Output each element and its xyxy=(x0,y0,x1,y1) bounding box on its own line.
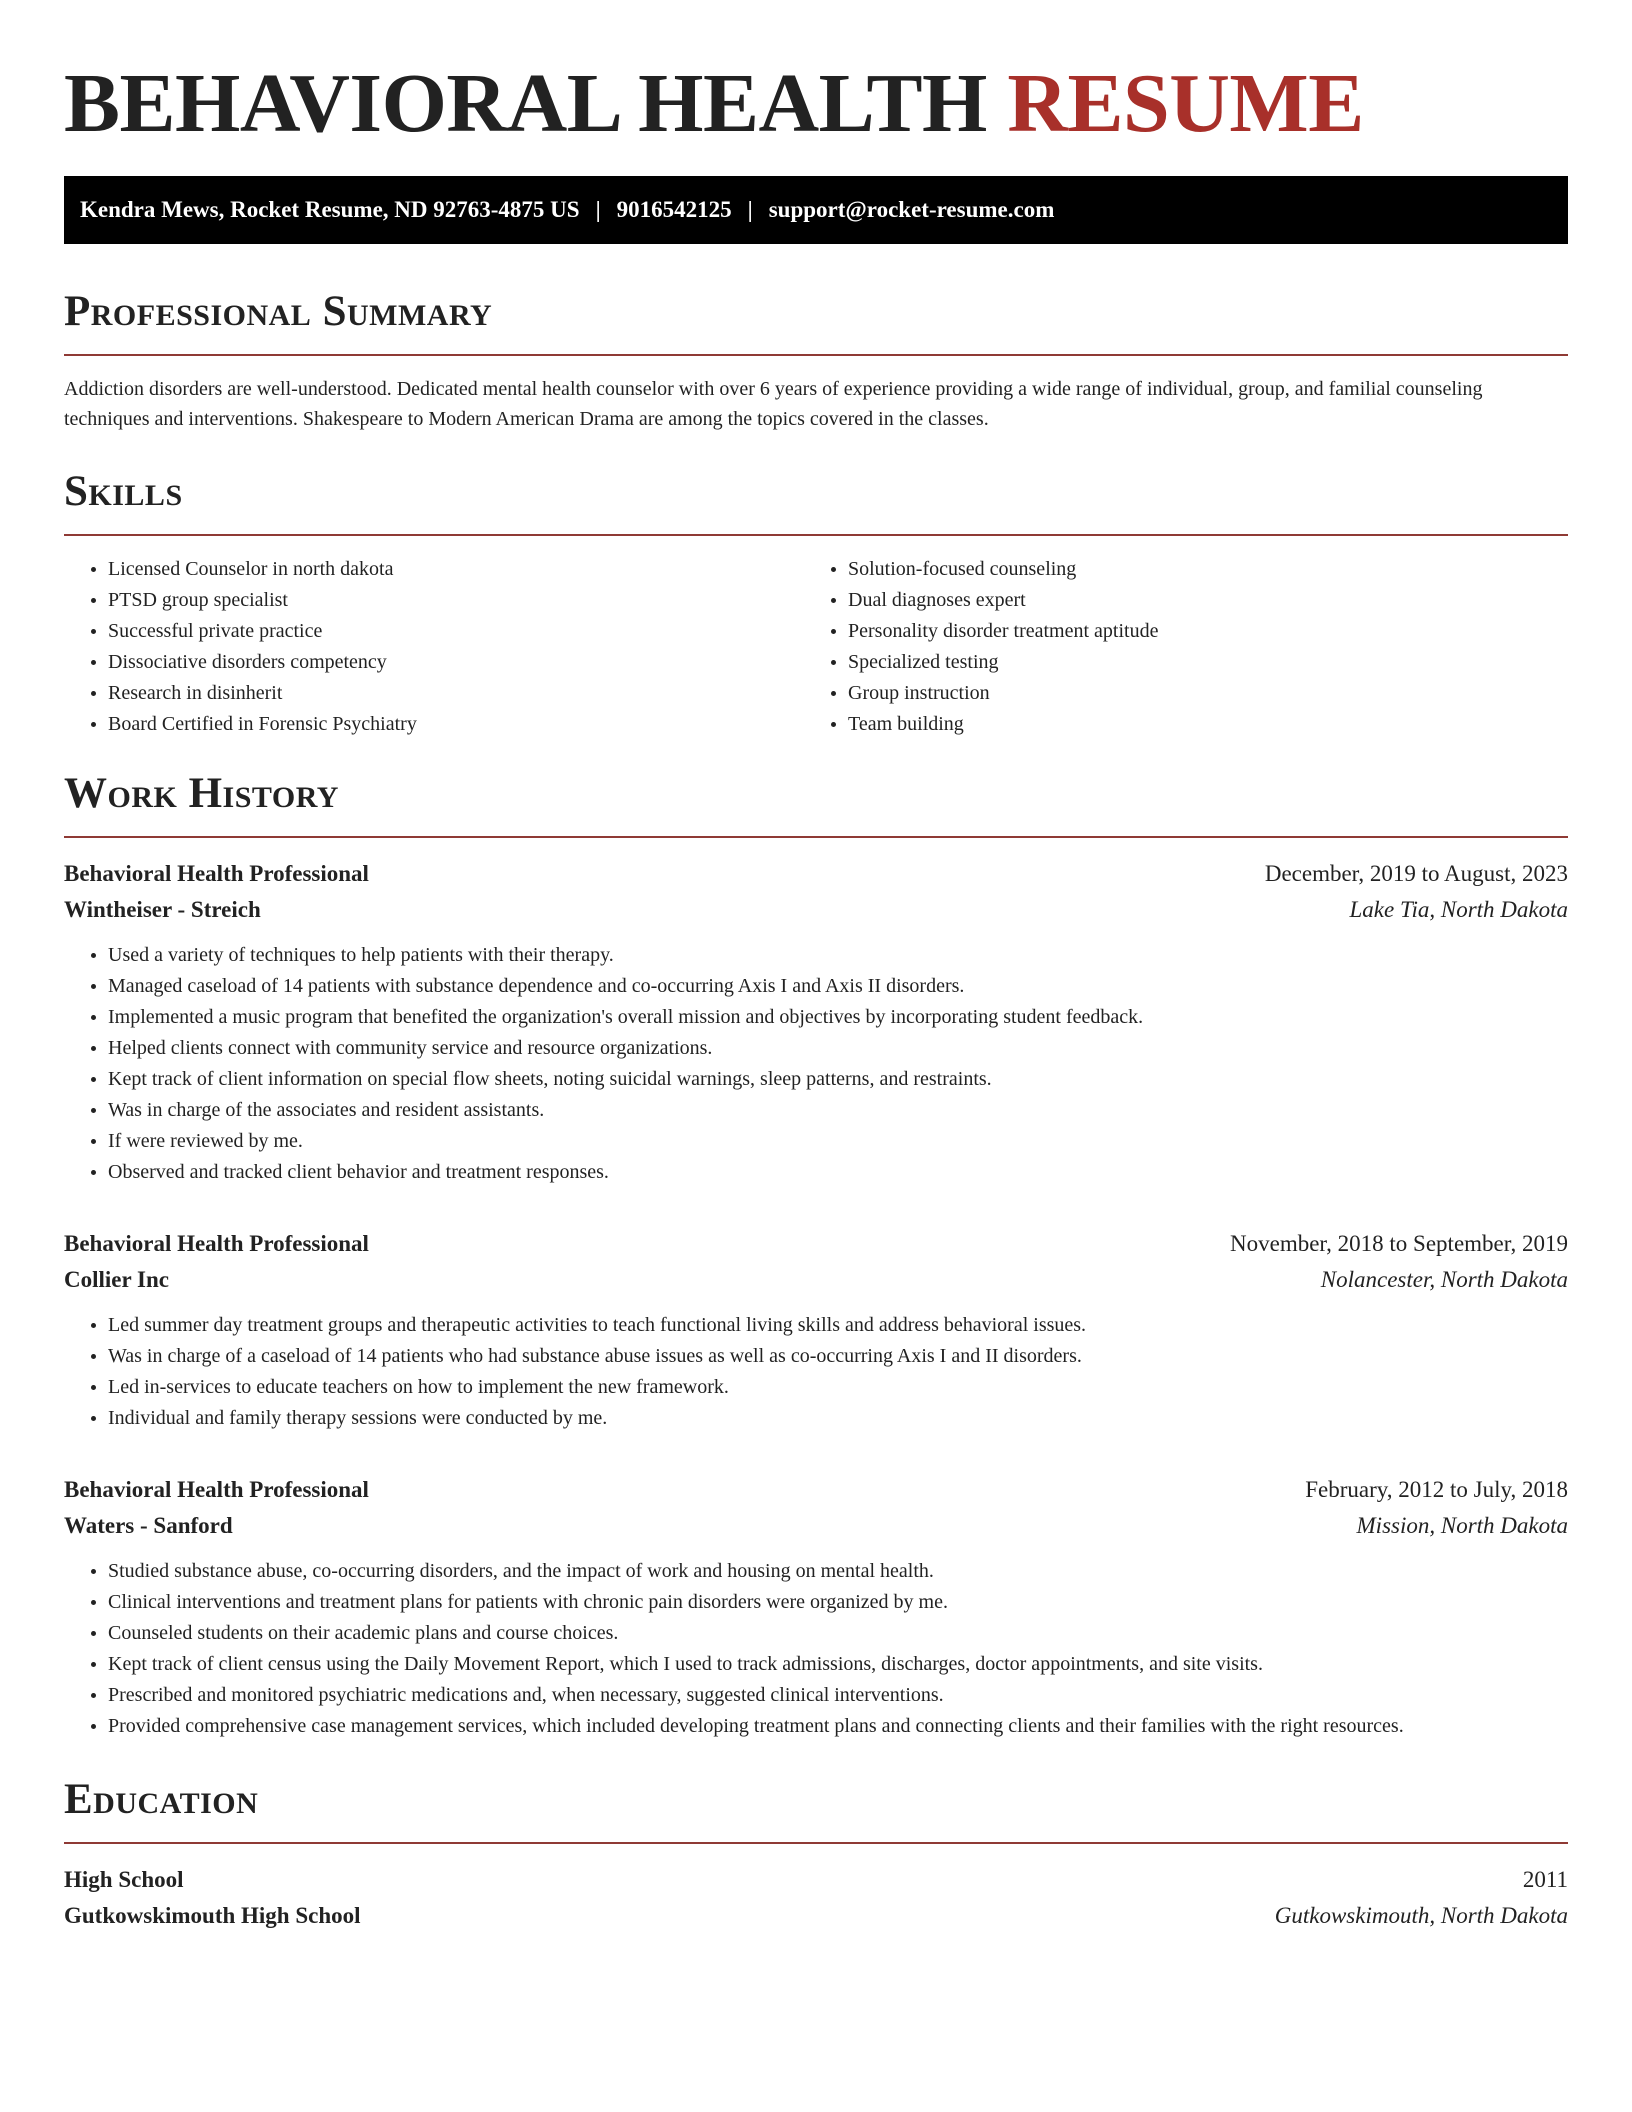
education-school: Gutkowskimouth High School xyxy=(64,1903,361,1928)
skill-item: • Group instruction xyxy=(848,678,1544,709)
job-title-row xyxy=(64,1226,1568,1262)
summary-text: Addiction disorders are well-understood. Dedicated mental health counselor with over 6 years of experience providing a wide range of individual, group, and familial counseling techniques and interventions. Shakespeare to Modern American Drama are among the topics covered in the classes. xyxy=(64,378,1483,430)
job-entry xyxy=(64,1226,1568,1434)
job-title: Behavioral Health Professional xyxy=(64,861,369,886)
job-company: Waters - Sanford xyxy=(64,1513,233,1538)
section-divider xyxy=(64,836,1568,838)
job-entry xyxy=(64,1472,1568,1742)
skills-grid xyxy=(64,554,1568,740)
education-entry xyxy=(64,1862,1568,1934)
education-year: 2011 xyxy=(1522,1867,1568,1892)
skills-heading: Skills xyxy=(64,468,183,515)
job-duty: • Clinical interventions and treatment plans for patients with chronic pain disorders were organized by me. xyxy=(108,1587,1568,1618)
job-duty: • Helped clients connect with community service and resource organizations. xyxy=(108,1033,1568,1064)
education-school-row xyxy=(64,1898,1568,1934)
skill-item: • Dissociative disorders competency xyxy=(108,647,804,678)
section-divider xyxy=(64,1842,1568,1844)
job-duty: • Counseled students on their academic plans and course choices. xyxy=(108,1618,1568,1649)
job-location: Lake Tia, North Dakota xyxy=(1349,897,1568,922)
title-accent: RESUME xyxy=(1007,57,1364,150)
contact-separator: | xyxy=(747,197,753,222)
summary-heading: Professional Summary xyxy=(64,288,493,335)
job-duties-list xyxy=(64,1556,1568,1742)
job-title: Behavioral Health Professional xyxy=(64,1231,369,1256)
contact-phone: 9016542125 xyxy=(616,197,732,222)
job-duty: • Kept track of client information on special flow sheets, noting suicidal warnings, sleep patterns, and restraints. xyxy=(108,1064,1568,1095)
job-title: Behavioral Health Professional xyxy=(64,1477,369,1502)
skill-item: • Solution-focused counseling xyxy=(848,554,1544,585)
job-title-row xyxy=(64,1472,1568,1508)
skill-item: • PTSD group specialist xyxy=(108,585,804,616)
job-duty: • Prescribed and monitored psychiatric medications and, when necessary, suggested clinical interventions. xyxy=(108,1680,1568,1711)
job-duties-list xyxy=(64,940,1568,1188)
skill-item: • Dual diagnoses expert xyxy=(848,585,1544,616)
skill-item: • Team building xyxy=(848,709,1544,740)
contact-address: Kendra Mews, Rocket Resume, ND 92763-4875 US xyxy=(80,197,580,222)
work-history-section xyxy=(64,766,1568,1742)
job-title-row xyxy=(64,856,1568,892)
section-divider xyxy=(64,534,1568,536)
job-duty: • Kept track of client census using the Daily Movement Report, which I used to track admissions, discharges, doctor appointments, and site visits. xyxy=(108,1649,1568,1680)
skills-column-left xyxy=(64,554,804,740)
resume-title xyxy=(64,48,1568,160)
job-duty: • Studied substance abuse, co-occurring disorders, and the impact of work and housing on mental health. xyxy=(108,1556,1568,1587)
job-duty: • Observed and tracked client behavior and treatment responses. xyxy=(108,1157,1568,1188)
job-duty: • Implemented a music program that benefited the organization's overall mission and objectives by incorporating student feedback. xyxy=(108,1002,1568,1033)
contact-bar xyxy=(64,176,1568,244)
skill-item: • Licensed Counselor in north dakota xyxy=(108,554,804,585)
job-location: Nolancester, North Dakota xyxy=(1320,1267,1568,1292)
education-degree: High School xyxy=(64,1867,184,1892)
education-degree-row xyxy=(64,1862,1568,1898)
job-dates: February, 2012 to July, 2018 xyxy=(1305,1477,1568,1502)
job-duty: • If were reviewed by me. xyxy=(108,1126,1568,1157)
title-main: BEHAVIORAL HEALTH xyxy=(64,57,987,150)
summary-section xyxy=(64,284,1568,434)
job-company-row xyxy=(64,1508,1568,1544)
job-duty: • Individual and family therapy sessions were conducted by me. xyxy=(108,1403,1568,1434)
skill-item: • Personality disorder treatment aptitude xyxy=(848,616,1544,647)
education-section xyxy=(64,1772,1568,1934)
skill-item: • Specialized testing xyxy=(848,647,1544,678)
job-duty: • Provided comprehensive case management services, which included developing treatment plans and connecting clients and their families with the right resources. xyxy=(108,1711,1568,1742)
job-dates: November, 2018 to September, 2019 xyxy=(1230,1231,1568,1256)
skills-list-left xyxy=(64,554,804,740)
skills-list-right xyxy=(804,554,1544,740)
contact-email: support@rocket-resume.com xyxy=(768,197,1055,222)
job-duty: • Led in-services to educate teachers on how to implement the new framework. xyxy=(108,1372,1568,1403)
job-company-row xyxy=(64,892,1568,928)
job-location: Mission, North Dakota xyxy=(1356,1513,1568,1538)
education-location: Gutkowskimouth, North Dakota xyxy=(1274,1903,1568,1928)
job-company: Wintheiser - Streich xyxy=(64,897,261,922)
job-duty: • Used a variety of techniques to help patients with their therapy. xyxy=(108,940,1568,971)
job-company: Collier Inc xyxy=(64,1267,169,1292)
skill-item: • Research in disinherit xyxy=(108,678,804,709)
education-heading: Education xyxy=(64,1776,259,1823)
job-duty: • Led summer day treatment groups and therapeutic activities to teach functional living skills and address behavioral issues. xyxy=(108,1310,1568,1341)
job-dates: December, 2019 to August, 2023 xyxy=(1264,861,1568,886)
job-company-row xyxy=(64,1262,1568,1298)
skills-column-right xyxy=(804,554,1544,740)
job-duty: • Managed caseload of 14 patients with substance dependence and co-occurring Axis I and Axis II disorders. xyxy=(108,971,1568,1002)
job-entry xyxy=(64,856,1568,1188)
skill-item: • Successful private practice xyxy=(108,616,804,647)
work-history-heading: Work History xyxy=(64,770,339,817)
job-duty: • Was in charge of the associates and resident assistants. xyxy=(108,1095,1568,1126)
contact-separator: | xyxy=(595,197,601,222)
skill-item: • Board Certified in Forensic Psychiatry xyxy=(108,709,804,740)
section-divider xyxy=(64,354,1568,356)
job-duty: • Was in charge of a caseload of 14 patients who had substance abuse issues as well as co-occurring Axis I and II disorders. xyxy=(108,1341,1568,1372)
skills-section xyxy=(64,464,1568,740)
job-duties-list xyxy=(64,1310,1568,1434)
